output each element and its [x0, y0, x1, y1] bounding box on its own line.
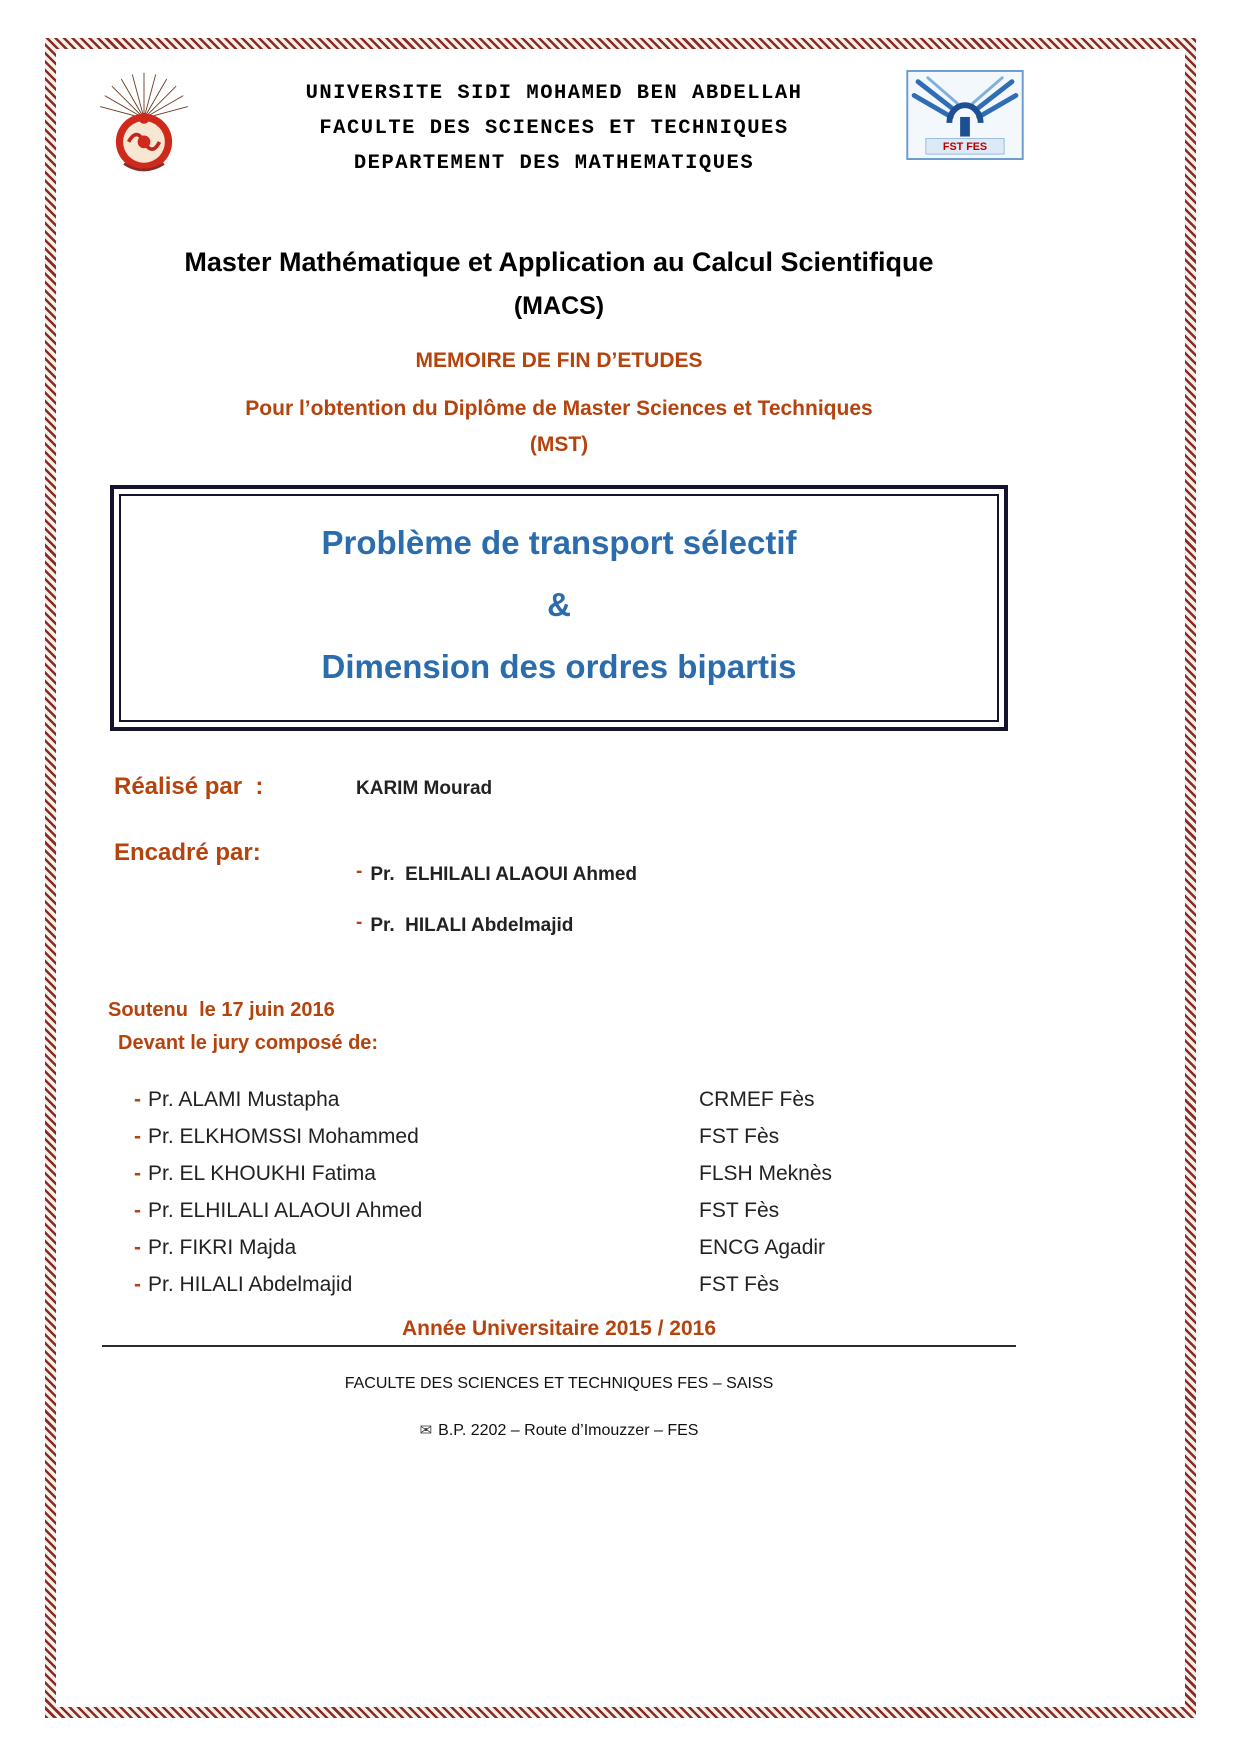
faculty-name: FACULTE DES SCIENCES ET TECHNIQUES	[319, 117, 789, 140]
jury-row	[134, 1229, 1024, 1266]
supervisor-item	[356, 912, 1024, 937]
footer-faculty-line: FACULTE DES SCIENCES ET TECHNIQUES FES – SAISS	[344, 1375, 774, 1392]
diploma-heading	[94, 397, 1024, 457]
header	[94, 62, 1024, 185]
university-emblem-icon	[94, 62, 202, 185]
jury-member-name: Pr. ELKHOMSSI Mohammed	[148, 1125, 419, 1148]
program-acronym: (MACS)	[513, 292, 605, 320]
thesis-title-box	[110, 485, 1008, 731]
supervisor-item	[356, 861, 1024, 886]
dash-icon: -	[134, 1088, 141, 1111]
jury-member	[134, 1229, 699, 1266]
jury-row	[134, 1118, 1024, 1155]
supervisor-name: Pr. ELHILALI ALAOUI Ahmed	[370, 864, 638, 885]
diploma-acronym: (MST)	[529, 433, 589, 456]
dash-icon: -	[356, 861, 363, 882]
memoire-heading: MEMOIRE DE FIN D’ETUDES	[415, 349, 703, 372]
jury-member	[134, 1266, 699, 1303]
thesis-title-line-2: Dimension des ordres bipartis	[321, 648, 797, 685]
envelope-icon: ✉	[419, 1422, 433, 1439]
jury-member-affiliation: FST Fès	[699, 1273, 780, 1296]
program-title: Master Mathématique et Application au Calcul Scientifique	[184, 247, 934, 277]
thesis-title-ampersand: &	[547, 586, 571, 623]
dash-icon: -	[356, 912, 363, 933]
academic-year: Année Universitaire 2015 / 2016	[401, 1317, 716, 1340]
thesis-title-line-1: Problème de transport sélectif	[321, 524, 797, 561]
fst-fes-logo-label: FST FES	[942, 141, 988, 154]
university-name: UNIVERSITE SIDI MOHAMED BEN ABDELLAH	[305, 82, 803, 105]
jury-member	[134, 1192, 699, 1229]
jury-member-name: Pr. EL KHOUKHI Fatima	[148, 1162, 376, 1185]
jury-member-name: Pr. ELHILALI ALAOUI Ahmed	[148, 1199, 423, 1222]
footer-address-text: B.P. 2202 – Route d’Imouzzer – FES	[438, 1422, 699, 1439]
jury-member-name: Pr. FIKRI Majda	[148, 1236, 297, 1259]
dash-icon: -	[134, 1162, 141, 1185]
jury-member	[134, 1118, 699, 1155]
department-name: DEPARTEMENT DES MATHEMATIQUES	[353, 152, 755, 175]
dash-icon: -	[134, 1199, 141, 1222]
author-label: Réalisé par :	[114, 773, 264, 800]
supervisors-list	[356, 861, 1024, 937]
jury-member-affiliation: ENCG Agadir	[699, 1236, 826, 1259]
jury-row	[134, 1266, 1024, 1303]
jury-member-affiliation: FST Fès	[699, 1125, 780, 1148]
jury-member-affiliation: FLSH Meknès	[699, 1162, 833, 1185]
institution-heading	[202, 76, 906, 181]
jury-member-affiliation: FST Fès	[699, 1199, 780, 1222]
supervisor-name: Pr. HILALI Abdelmajid	[370, 915, 574, 936]
jury-row	[134, 1192, 1024, 1229]
dash-icon: -	[134, 1236, 141, 1259]
thesis-title	[119, 494, 999, 722]
jury-member	[134, 1155, 699, 1192]
footer-address-line	[94, 1421, 1024, 1440]
page-content	[94, 62, 1024, 1440]
jury-heading: Devant le jury composé de:	[118, 1032, 379, 1054]
dash-icon: -	[134, 1125, 141, 1148]
jury-member-name: Pr. HILALI Abdelmajid	[148, 1273, 353, 1296]
supervisors-label: Encadré par:	[114, 839, 261, 866]
jury-list	[94, 1081, 1024, 1303]
jury-member	[134, 1081, 699, 1118]
jury-row	[134, 1081, 1024, 1118]
jury-member-name: Pr. ALAMI Mustapha	[148, 1088, 340, 1111]
program-heading	[94, 247, 1024, 321]
defense-date: Soutenu le 17 juin 2016	[108, 999, 335, 1021]
diploma-line: Pour l’obtention du Diplôme de Master Sciences et Techniques	[245, 397, 873, 420]
jury-row	[134, 1155, 1024, 1192]
author-row	[94, 773, 1024, 801]
dash-icon: -	[134, 1273, 141, 1296]
supervisors-block	[94, 839, 1024, 937]
author-name: KARIM Mourad	[356, 778, 493, 799]
jury-member-affiliation: CRMEF Fès	[699, 1088, 815, 1111]
fst-fes-logo-icon	[906, 70, 1024, 165]
footer-divider	[102, 1345, 1016, 1347]
